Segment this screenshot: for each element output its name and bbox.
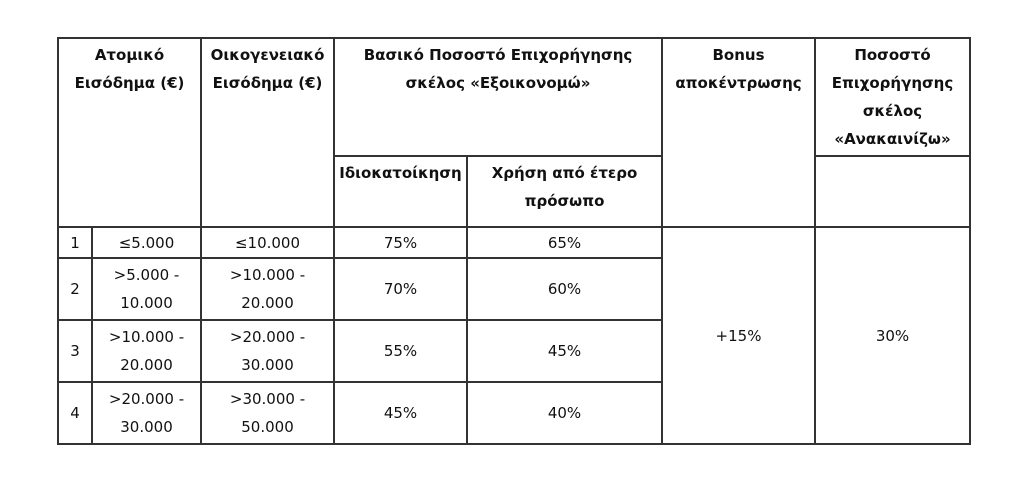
other-use-rate-cell: 65% xyxy=(467,227,662,258)
header-individual-income: Ατομικό Εισόδημα (€) xyxy=(58,38,201,227)
header-bonus: Bonus αποκέντρωσης xyxy=(662,38,815,227)
row-index: 1 xyxy=(58,227,92,258)
ownership-rate-cell: 75% xyxy=(334,227,467,258)
row-index: 3 xyxy=(58,320,92,382)
header-ownership: Ιδιοκατοίκηση xyxy=(334,156,467,227)
header-row-main xyxy=(58,38,970,156)
individual-income-cell: >5.000 - 10.000 xyxy=(92,258,201,320)
grant-rates-table xyxy=(57,37,971,445)
individual-income-cell: >10.000 - 20.000 xyxy=(92,320,201,382)
family-income-cell: >30.000 - 50.000 xyxy=(201,382,334,444)
bonus-value-cell: +15% xyxy=(662,227,815,444)
other-use-rate-cell: 40% xyxy=(467,382,662,444)
ownership-rate-cell: 45% xyxy=(334,382,467,444)
row-index: 2 xyxy=(58,258,92,320)
ownership-rate-cell: 70% xyxy=(334,258,467,320)
header-basic-rate: Βασικό Ποσοστό Επιχορήγησης σκέλος «Εξοικονομώ» xyxy=(334,38,662,156)
table-row xyxy=(58,227,970,258)
header-renovate-empty xyxy=(815,156,970,227)
header-family-income: Οικογενειακό Εισόδημα (€) xyxy=(201,38,334,227)
row-index: 4 xyxy=(58,382,92,444)
header-renovate-rate: Ποσοστό Επιχορήγησης σκέλος «Ανακαινίζω» xyxy=(815,38,970,156)
individual-income-cell: ≤5.000 xyxy=(92,227,201,258)
other-use-rate-cell: 60% xyxy=(467,258,662,320)
renovate-value-cell: 30% xyxy=(815,227,970,444)
family-income-cell: >20.000 - 30.000 xyxy=(201,320,334,382)
family-income-cell: >10.000 - 20.000 xyxy=(201,258,334,320)
header-other-person-use: Χρήση από έτερο πρόσωπο xyxy=(467,156,662,227)
individual-income-cell: >20.000 - 30.000 xyxy=(92,382,201,444)
other-use-rate-cell: 45% xyxy=(467,320,662,382)
ownership-rate-cell: 55% xyxy=(334,320,467,382)
family-income-cell: ≤10.000 xyxy=(201,227,334,258)
